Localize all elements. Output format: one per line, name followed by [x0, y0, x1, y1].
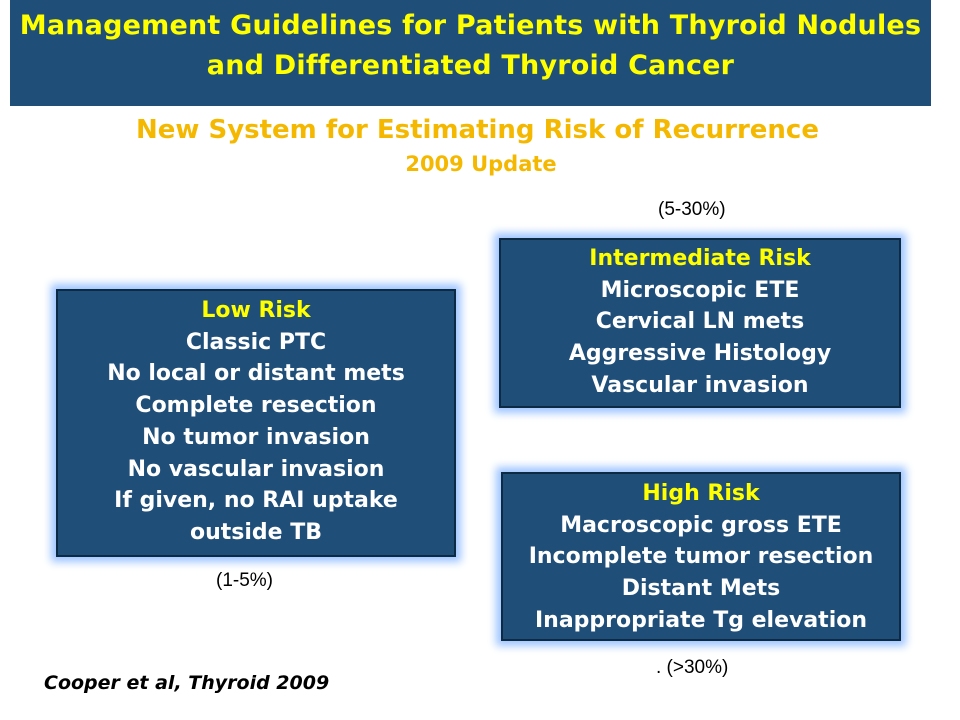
- high-risk-range: . (>30%): [656, 657, 729, 678]
- high-risk-item: Distant Mets: [621, 576, 781, 602]
- slide-title-line-2: and Differentiated Thyroid Cancer: [206, 50, 735, 81]
- intermediate-risk-range: (5-30%): [658, 199, 726, 220]
- slide-subtitle: New System for Estimating Risk of Recurrence: [136, 115, 819, 145]
- high-risk-heading: High Risk: [642, 481, 760, 506]
- high-risk-item: Incomplete tumor resection: [528, 544, 874, 570]
- intermediate-risk-item: Cervical LN mets: [595, 309, 805, 335]
- high-risk-box: [501, 472, 901, 641]
- slide-subtitle-update: 2009 Update: [405, 152, 557, 176]
- low-risk-item: If given, no RAI uptake: [114, 488, 398, 514]
- low-risk-item: Classic PTC: [185, 329, 327, 355]
- title-banner: [10, 0, 931, 106]
- slide-title-line-1: Management Guidelines for Patients with Thyroid Nodules: [19, 10, 922, 41]
- intermediate-risk-item: Microscopic ETE: [600, 277, 800, 303]
- high-risk-item: Inappropriate Tg elevation: [534, 607, 868, 633]
- low-risk-box: [56, 289, 456, 557]
- intermediate-risk-item: Vascular invasion: [591, 372, 809, 398]
- intermediate-risk-box: [499, 238, 901, 408]
- citation: Cooper et al, Thyroid 2009: [44, 672, 330, 694]
- low-risk-item: No vascular invasion: [127, 456, 385, 482]
- high-risk-item: Macroscopic gross ETE: [560, 512, 842, 538]
- low-risk-item: No local or distant mets: [107, 361, 405, 387]
- low-risk-heading: Low Risk: [201, 298, 311, 323]
- intermediate-risk-heading: Intermediate Risk: [589, 246, 811, 271]
- intermediate-risk-item: Aggressive Histology: [568, 341, 832, 367]
- low-risk-item: No tumor invasion: [142, 424, 370, 450]
- low-risk-range: (1-5%): [216, 570, 274, 591]
- low-risk-item: Complete resection: [135, 393, 377, 419]
- low-risk-item: outside TB: [189, 519, 323, 545]
